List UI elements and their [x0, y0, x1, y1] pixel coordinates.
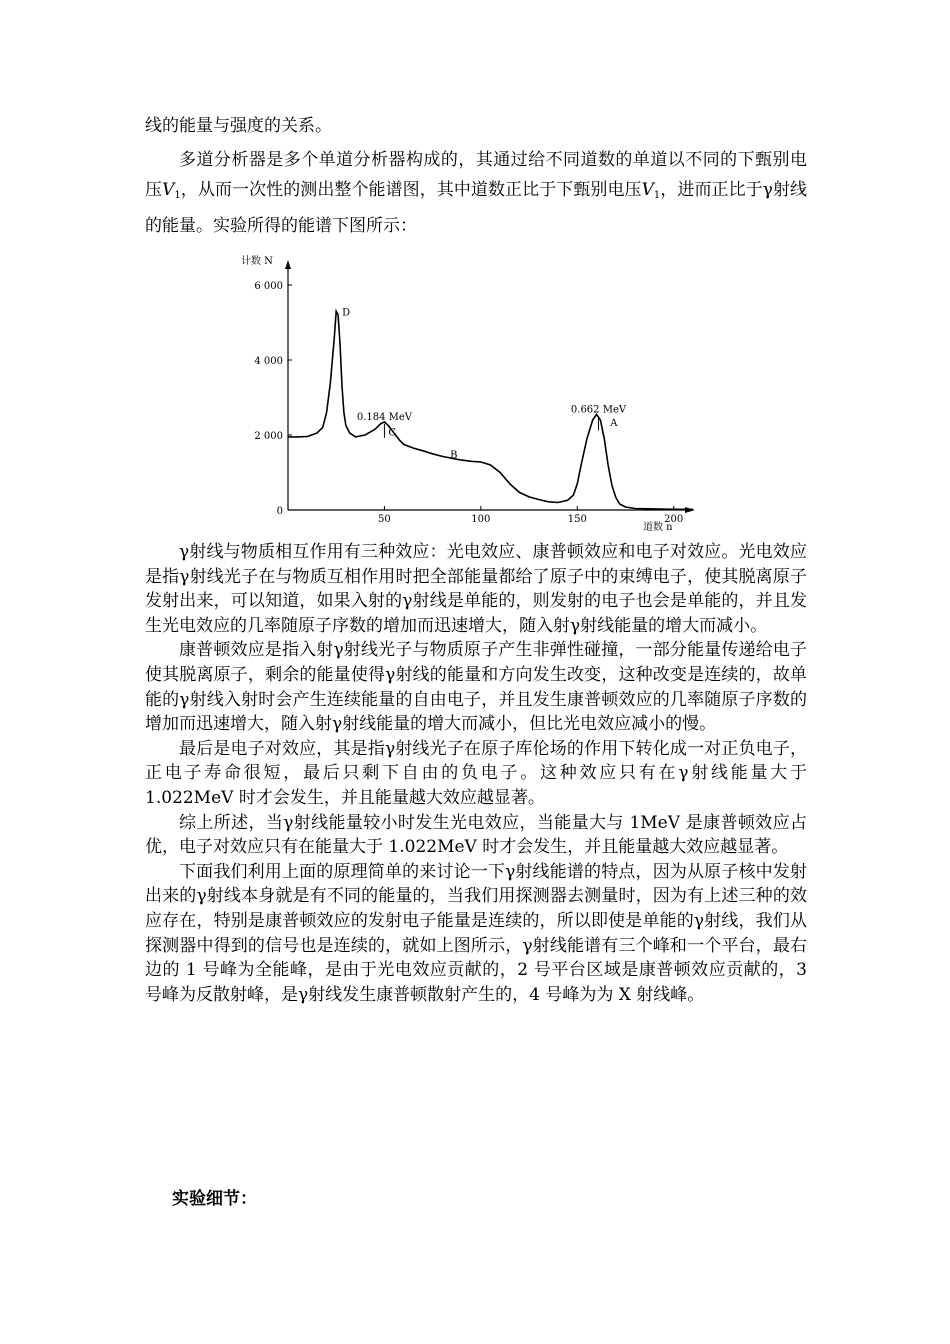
gamma-spectrum-chart — [233, 255, 703, 535]
paragraph-1: 线的能量与强度的关系。 — [145, 116, 332, 136]
chart-annotations — [342, 307, 627, 461]
chart-axes — [285, 260, 695, 513]
paragraph-4: 康普顿效应是指入射γ射线光子与物质原子产生非弹性碰撞，一部分能量传递给电子使其脱离原子，剩余的能量使得γ射线的能量和方向发生改变，这种改变是连续的，故单能的γ射线入射时会产生连续能量的自由电子，并且发生康普顿效应的几率随原子序数的增加而迅速增大，随入射γ射线能量的增大而减小，但比光电效应减小的慢。 — [145, 640, 807, 735]
body-text — [145, 540, 807, 1007]
annotation-label: A — [610, 417, 618, 429]
annotation-label: B — [450, 449, 458, 461]
y-axis-arrow — [285, 260, 291, 269]
spectrum-curve — [288, 311, 693, 509]
y-tick-label: 0 — [276, 506, 283, 517]
annotation-label: 0.184 MeV — [356, 411, 413, 423]
x-tick-label: 50 — [378, 514, 391, 525]
intro-text — [145, 114, 807, 241]
x-tick-label: 200 — [664, 514, 684, 525]
y-tick-label: 4 000 — [254, 356, 283, 367]
x-tick-label: 150 — [567, 514, 587, 525]
paragraph-7: 下面我们利用上面的原理简单的来讨论一下γ射线能谱的特点，因为从原子核中发射出来的γ射线本身就是有不同的能量的，当我们用探测器去测量时，因为有上述三种的效应存在，特别是康普顿效应的发射电子能量是连续的，所以即使是单能的γ射线，我们从探测器中得到的信号也是连续的，就如上图所示，γ射线能谱有三个峰和一个平台，最右边的 1 号峰为全能峰，是由于光电效应贡献的，2 号平台区域是康普顿效应贡献的，3 号峰为反散射峰，是γ射线发生康普顿散射产生的，4 号峰为为 X 射线峰。 — [145, 861, 807, 1005]
annotation-label: 0.662 MeV — [570, 404, 627, 416]
y-tick-label: 2 000 — [254, 431, 283, 442]
chart-ticks — [254, 281, 683, 525]
voltage-symbol: V — [162, 179, 175, 200]
x-tick-label: 100 — [471, 514, 491, 525]
paragraph-6: 综上所述，当γ射线能量较小时发生光电效应，当能量大与 1MeV 是康普顿效应占优，电子对效应只有在能量大于 1.022MeV 时才会发生，并且能量越大效应越显著。 — [145, 812, 807, 858]
section-heading: 实验细节： — [172, 1189, 257, 1209]
y-tick-label: 6 000 — [254, 281, 283, 292]
y-axis-label: 计数 N — [241, 256, 273, 267]
paragraph-2: 多道分析器是多个单道分析器构成的，其通过给不同道数的单道以不同的下甄别电压$V_1$，从而一次性的测出整个能谱图，其中道数正比于下甄别电压$V_1$，进而正比于γ射线的能量。实验所得的能谱下图所示： — [145, 149, 808, 236]
annotation-label: C — [388, 427, 397, 439]
chart-svg — [233, 255, 703, 535]
paragraph-3: γ射线与物质相互作用有三种效应：光电效应、康普顿效应和电子对效应。光电效应是指γ射线光子在与物质互相作用时把全部能量都给了原子中的束缚电子，使其脱离原子发射出来，可以知道，如果入射的γ射线是单能的，则发射的电子也会是单能的，并且发生光电效应的几率随原子序数的增加而迅速增大，随入射γ射线能量的增大而减小。 — [145, 542, 807, 636]
voltage-symbol: V — [641, 179, 654, 200]
annotation-label: D — [342, 307, 351, 319]
x-axis-label: 道数 n — [643, 522, 673, 533]
paragraph-5: 最后是电子对效应，其是指γ射线光子在原子库伦场的作用下转化成一对正负电子，正电子寿命很短，最后只剩下自由的负电子。这种效应只有在γ射线能量大于 1.022MeV 时才会发生，并且能量越大效应越显著。 — [145, 738, 807, 808]
